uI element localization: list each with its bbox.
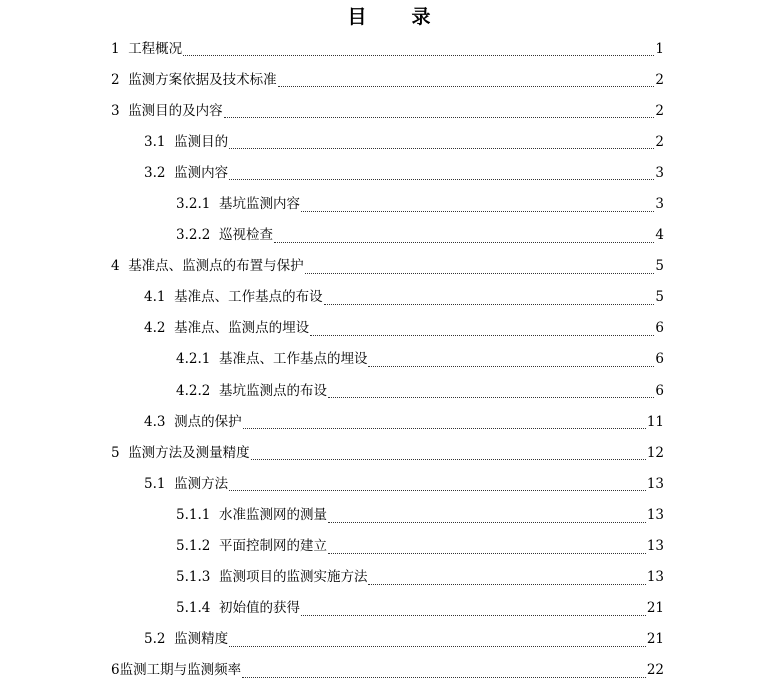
- toc-entry-number: 5.1.2: [176, 538, 211, 555]
- toc-entry-separator: [210, 568, 219, 586]
- toc-entry-separator: [165, 475, 174, 493]
- toc-dot-leader: [229, 179, 654, 180]
- toc-entry-number: 1: [111, 40, 120, 57]
- toc-entry-page: 5: [655, 289, 664, 306]
- toc-entry-separator: [210, 506, 219, 524]
- toc-entry-separator: [120, 444, 129, 462]
- toc-entry-page: 13: [646, 538, 664, 555]
- toc-entry[interactable]: [0, 64, 779, 95]
- toc-title: [0, 2, 779, 29]
- toc-entry-title: 监测方法及测量精度: [128, 444, 250, 461]
- toc-title-char: 录: [411, 6, 432, 28]
- toc-dot-leader: [242, 677, 646, 678]
- toc-entry-title: 基坑监测内容: [218, 196, 300, 213]
- toc-entry-title: 监测工期与监测频率: [119, 662, 242, 679]
- toc-entry-page: 5: [655, 258, 664, 275]
- toc-entry-page: 2: [655, 71, 664, 88]
- toc-entry[interactable]: [0, 406, 779, 437]
- toc-entry-title: 基准点、工作基点的布设: [174, 289, 323, 306]
- toc-entry-number: 4.2.2: [176, 382, 211, 399]
- toc-entry-number: 5.1.4: [176, 600, 211, 617]
- toc-dot-leader: [243, 428, 646, 429]
- toc-entry[interactable]: [0, 468, 779, 499]
- toc-entry-separator: [165, 288, 174, 306]
- toc-entry[interactable]: [0, 157, 779, 188]
- toc-entry-title: 基准点、监测点的布置与保护: [128, 258, 304, 275]
- toc-entry[interactable]: [0, 251, 779, 282]
- toc-entry-page: 13: [646, 475, 664, 492]
- toc-entry[interactable]: [0, 375, 779, 406]
- toc-entry[interactable]: [0, 499, 779, 530]
- toc-dot-leader: [278, 86, 655, 87]
- toc-entry-separator: [120, 257, 129, 275]
- toc-entry-separator: [210, 226, 219, 244]
- toc-entry-page: 21: [646, 631, 664, 648]
- toc-entry-title: 基坑监测点的布设: [218, 382, 327, 399]
- toc-title-char: 目: [347, 6, 368, 28]
- toc-entry-separator: [165, 133, 174, 151]
- toc-entry-title: 初始值的获得: [218, 600, 300, 617]
- toc-dot-leader: [301, 615, 646, 616]
- toc-dot-leader: [251, 459, 646, 460]
- toc-entry-number: 4.1: [144, 289, 166, 306]
- toc-entry[interactable]: [0, 344, 779, 375]
- table-of-contents: [0, 33, 779, 686]
- toc-dot-leader: [310, 335, 654, 336]
- toc-entry-page: 6: [655, 382, 664, 399]
- toc-entry[interactable]: [0, 437, 779, 468]
- toc-entry-title: 工程概况: [128, 40, 183, 57]
- toc-entry-page: 2: [655, 102, 664, 119]
- toc-entry-title: 基准点、工作基点的埋设: [218, 351, 368, 368]
- toc-entry-page: 13: [646, 569, 664, 586]
- toc-entry-title: 监测内容: [174, 164, 229, 181]
- toc-entry-separator: [165, 164, 174, 182]
- toc-entry-number: 5.1: [144, 475, 166, 492]
- toc-entry-title: 基准点、监测点的埋设: [174, 320, 310, 337]
- toc-entry-page: 22: [646, 662, 664, 679]
- toc-entry[interactable]: [0, 562, 779, 593]
- toc-entry[interactable]: [0, 655, 779, 686]
- toc-entry-separator: [210, 537, 219, 555]
- toc-entry-title: 测点的保护: [174, 413, 242, 430]
- toc-entry-title: 监测目的: [174, 133, 229, 150]
- toc-entry[interactable]: [0, 624, 779, 655]
- toc-entry-number: 3.1: [144, 133, 166, 150]
- toc-entry-page: 1: [655, 40, 664, 57]
- toc-dot-leader: [368, 366, 654, 367]
- toc-entry-page: 11: [646, 413, 664, 430]
- toc-entry-number: 4.3: [144, 413, 166, 430]
- toc-entry-number: 5.1.1: [176, 506, 211, 523]
- toc-entry-separator: [210, 350, 219, 368]
- toc-entry[interactable]: [0, 593, 779, 624]
- toc-entry-separator: [165, 630, 174, 648]
- toc-entry[interactable]: [0, 126, 779, 157]
- toc-entry-page: 2: [655, 133, 664, 150]
- toc-entry-separator: [165, 413, 174, 431]
- toc-entry-number: 2: [111, 71, 120, 88]
- toc-entry-number: 4.2: [144, 320, 166, 337]
- toc-entry-separator: [120, 102, 129, 120]
- toc-entry[interactable]: [0, 282, 779, 313]
- toc-entry-page: 3: [655, 164, 664, 181]
- toc-entry-title: 平面控制网的建立: [218, 538, 327, 555]
- toc-entry-title: 监测目的及内容: [128, 102, 223, 119]
- toc-dot-leader: [229, 148, 654, 149]
- toc-entry-title: 监测方案依据及技术标准: [128, 71, 277, 88]
- toc-entry[interactable]: [0, 531, 779, 562]
- toc-entry-number: 4: [111, 258, 120, 275]
- toc-entry-number: 3.2.2: [176, 227, 211, 244]
- toc-entry-page: 6: [655, 320, 664, 337]
- toc-entry-separator: [210, 599, 219, 617]
- toc-dot-leader: [305, 273, 655, 274]
- toc-entry[interactable]: [0, 220, 779, 251]
- toc-dot-leader: [229, 490, 646, 491]
- toc-entry-separator: [165, 319, 174, 337]
- toc-entry[interactable]: [0, 188, 779, 219]
- toc-dot-leader: [274, 242, 654, 243]
- toc-entry-separator: [210, 195, 219, 213]
- toc-entry-number: 3.2: [144, 164, 166, 181]
- toc-entry[interactable]: [0, 95, 779, 126]
- toc-dot-leader: [229, 646, 646, 647]
- toc-dot-leader: [183, 55, 654, 56]
- toc-entry-title: 监测精度: [174, 631, 229, 648]
- toc-entry-title: 巡视检查: [218, 227, 273, 244]
- toc-entry-number: 5.2: [144, 631, 166, 648]
- toc-entry-page: 3: [655, 196, 664, 213]
- toc-entry-page: 4: [655, 227, 664, 244]
- toc-entry-separator: [120, 71, 129, 89]
- toc-dot-leader: [301, 211, 654, 212]
- toc-entry-title: 监测项目的监测实施方法: [218, 569, 368, 586]
- toc-entry-title: 监测方法: [174, 475, 229, 492]
- toc-entry-page: 12: [646, 444, 664, 461]
- toc-dot-leader: [324, 304, 655, 305]
- toc-entry-number: 5.1.3: [176, 569, 211, 586]
- toc-entry-separator: [210, 382, 219, 400]
- toc-entry-number: 4.2.1: [176, 351, 211, 368]
- toc-dot-leader: [328, 397, 654, 398]
- toc-dot-leader: [328, 522, 646, 523]
- toc-entry-title: 水准监测网的测量: [218, 506, 327, 523]
- toc-entry-number: 6: [111, 662, 120, 679]
- toc-entry[interactable]: [0, 313, 779, 344]
- toc-entry-page: 13: [646, 506, 664, 523]
- toc-entry-page: 21: [646, 600, 664, 617]
- toc-entry-number: 3.2.1: [176, 196, 211, 213]
- toc-entry[interactable]: [0, 33, 779, 64]
- toc-entry-page: 6: [655, 351, 664, 368]
- toc-dot-leader: [328, 553, 646, 554]
- toc-entry-separator: [120, 40, 129, 58]
- toc-dot-leader: [368, 584, 645, 585]
- toc-dot-leader: [224, 117, 655, 118]
- toc-entry-number: 5: [111, 444, 120, 461]
- toc-entry-number: 3: [111, 102, 120, 119]
